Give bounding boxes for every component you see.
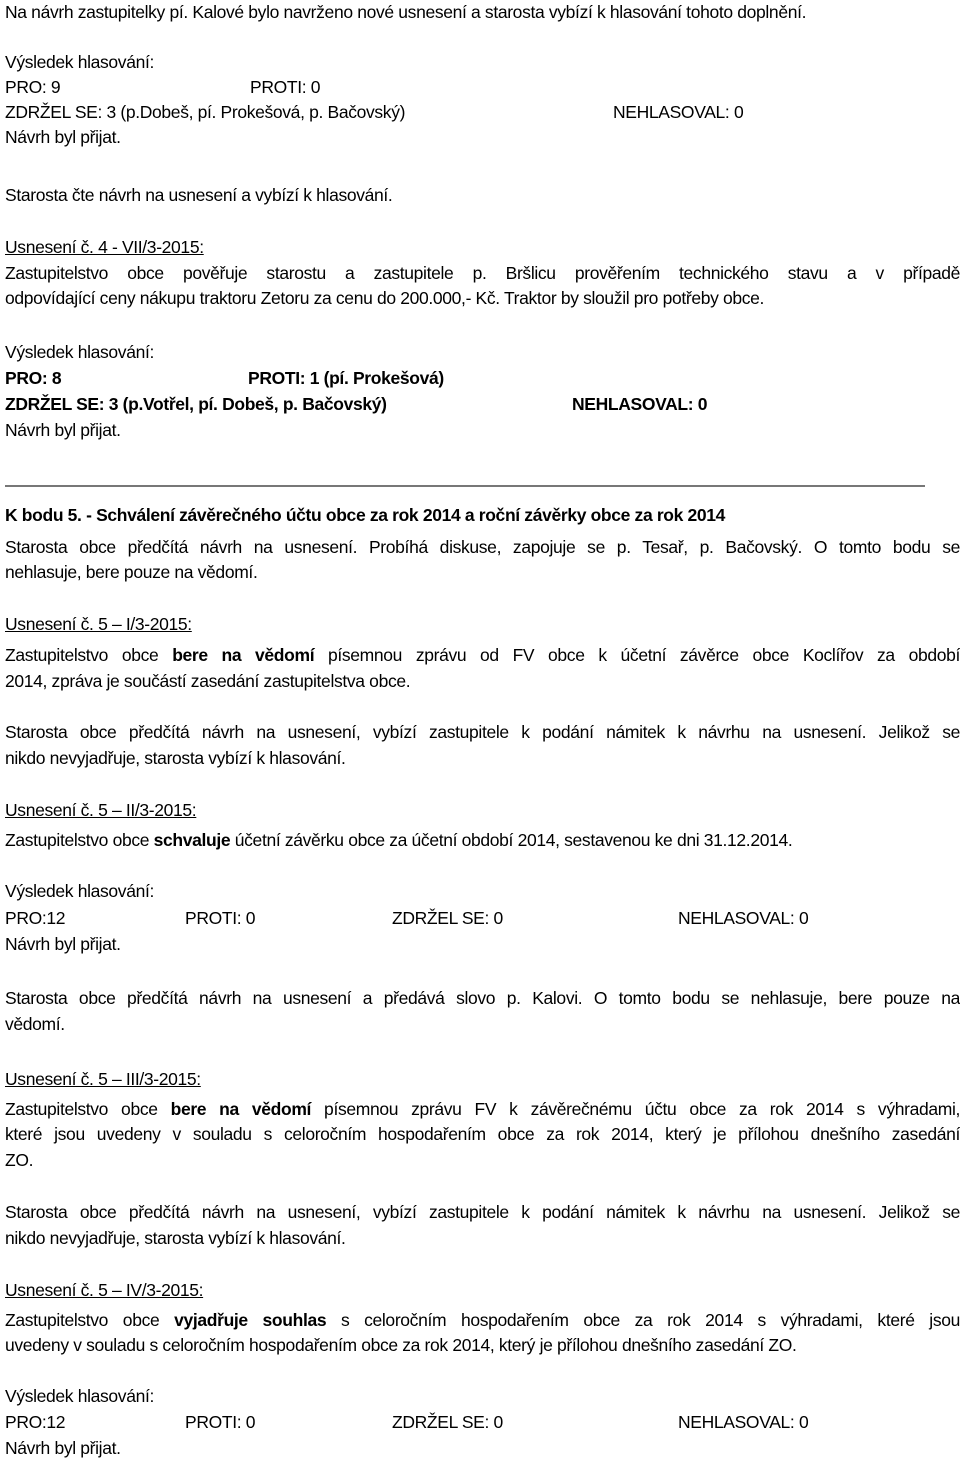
vote-nehlasoval: NEHLASOVAL: 0 <box>678 1412 809 1432</box>
resolution-title: Usnesení č. 4 - VII/3-2015: <box>5 237 204 257</box>
vote-proti: PROTI: 0 <box>185 908 256 928</box>
vote-pro: PRO:12 <box>5 908 66 928</box>
vote-nehlasoval: NEHLASOVAL: 0 <box>678 908 809 928</box>
vote-result: Návrh byl přijat. <box>5 934 121 954</box>
mayor-paragraph: Starosta obce předčítá návrh na usnesení, vybízí zastupitele k podání námitek k návrhu na usnesení. Jelikož se <box>5 1202 960 1222</box>
vote-pro: PRO: 8 <box>5 368 62 388</box>
resolution-text: uvedeny v souladu s celoročním hospodařením obce za rok 2014, který je přílohou dnešního zasedání ZO. <box>5 1335 797 1355</box>
section-intro: Starosta obce předčítá návrh na usnesení. Probíhá diskuse, zapojuje se p. Tesař, p. Bačovský. O tomto bodu se <box>5 537 960 557</box>
vote-heading: Výsledek hlasování: <box>5 342 154 362</box>
resolution-text: Zastupitelstvo obce pověřuje starostu a zastupitele p. Bršlicu prověřením technického stavu a v případě <box>5 263 960 283</box>
mayor-paragraph: nikdo nevyjadřuje, starosta vybízí k hlasování. <box>5 748 346 768</box>
vote-nehlasoval: NEHLASOVAL: 0 <box>572 394 708 414</box>
mayor-paragraph: vědomí. <box>5 1014 65 1034</box>
resolution-text: Zastupitelstvo obce bere na vědomí písemnou zprávu od FV obce k účetní závěrce obce Koclířov za období <box>5 645 960 665</box>
vote-pro: PRO: 9 <box>5 77 61 97</box>
resolution-text: Zastupitelstvo obce bere na vědomí písemnou zprávu FV k závěrečnému účtu obce za rok 2014 s výhradami, <box>5 1099 960 1119</box>
mayor-paragraph: nikdo nevyjadřuje, starosta vybízí k hlasování. <box>5 1228 346 1248</box>
vote-heading: Výsledek hlasování: <box>5 52 154 72</box>
resolution-text: Zastupitelstvo obce vyjadřuje souhlas s celoročním hospodařením obce za rok 2014 s výhradami, které jsou <box>5 1310 960 1330</box>
resolution-title: Usnesení č. 5 – II/3-2015: <box>5 800 197 820</box>
resolution-text: 2014, zpráva je součástí zasedání zastupitelstva obce. <box>5 671 411 691</box>
vote-result: Návrh byl přijat. <box>5 127 121 147</box>
vote-heading: Výsledek hlasování: <box>5 881 154 901</box>
section-divider <box>5 485 925 487</box>
resolution-text: ZO. <box>5 1150 34 1170</box>
vote-zdrzel: ZDRŽEL SE: 3 (p.Votřel, pí. Dobeš, p. Bačovský) <box>5 394 387 414</box>
vote-result: Návrh byl přijat. <box>5 1438 121 1458</box>
vote-pro: PRO:12 <box>5 1412 66 1432</box>
vote-nehlasoval: NEHLASOVAL: 0 <box>613 102 744 122</box>
resolution-text: odpovídající ceny nákupu traktoru Zetoru za cenu do 200.000,- Kč. Traktor by sloužil pro potřeby obce. <box>5 288 765 308</box>
vote-zdrzel: ZDRŽEL SE: 3 (p.Dobeš, pí. Prokešová, p. Bačovský) <box>5 102 406 122</box>
section-intro: nehlasuje, bere pouze na vědomí. <box>5 562 258 582</box>
vote-proti: PROTI: 0 <box>250 77 321 97</box>
resolution-text: které jsou uvedeny v souladu s celoročním hospodařením obce za rok 2014, který je přílohou dnešního zasedání <box>5 1124 960 1144</box>
vote-heading: Výsledek hlasování: <box>5 1386 154 1406</box>
vote-result: Návrh byl přijat. <box>5 420 121 440</box>
intro-text: Na návrh zastupitelky pí. Kalové bylo navrženo nové usnesení a starosta vybízí k hlasování tohoto doplnění. <box>5 2 807 22</box>
vote-proti: PROTI: 0 <box>185 1412 256 1432</box>
resolution-title: Usnesení č. 5 – III/3-2015: <box>5 1069 201 1089</box>
mayor-paragraph: Starosta obce předčítá návrh na usnesení a předává slovo p. Kalovi. O tomto bodu se nehlasuje, bere pouze na <box>5 988 960 1008</box>
mayor-paragraph: Starosta obce předčítá návrh na usnesení, vybízí zastupitele k podání námitek k návrhu na usnesení. Jelikož se <box>5 722 960 742</box>
mayor-reads-text: Starosta čte návrh na usnesení a vybízí k hlasování. <box>5 185 393 205</box>
vote-zdrzel: ZDRŽEL SE: 0 <box>392 1412 503 1432</box>
section-heading: K bodu 5. - Schválení závěrečného účtu obce za rok 2014 a roční závěrky obce za rok 2014 <box>5 505 726 525</box>
vote-zdrzel: ZDRŽEL SE: 0 <box>392 908 503 928</box>
vote-proti: PROTI: 1 (pí. Prokešová) <box>248 368 444 388</box>
resolution-title: Usnesení č. 5 – I/3-2015: <box>5 614 192 634</box>
resolution-title: Usnesení č. 5 – IV/3-2015: <box>5 1280 204 1300</box>
resolution-text: Zastupitelstvo obce schvaluje účetní závěrku obce za účetní období 2014, sestavenou ke dni 31.12.2014. <box>5 830 793 850</box>
